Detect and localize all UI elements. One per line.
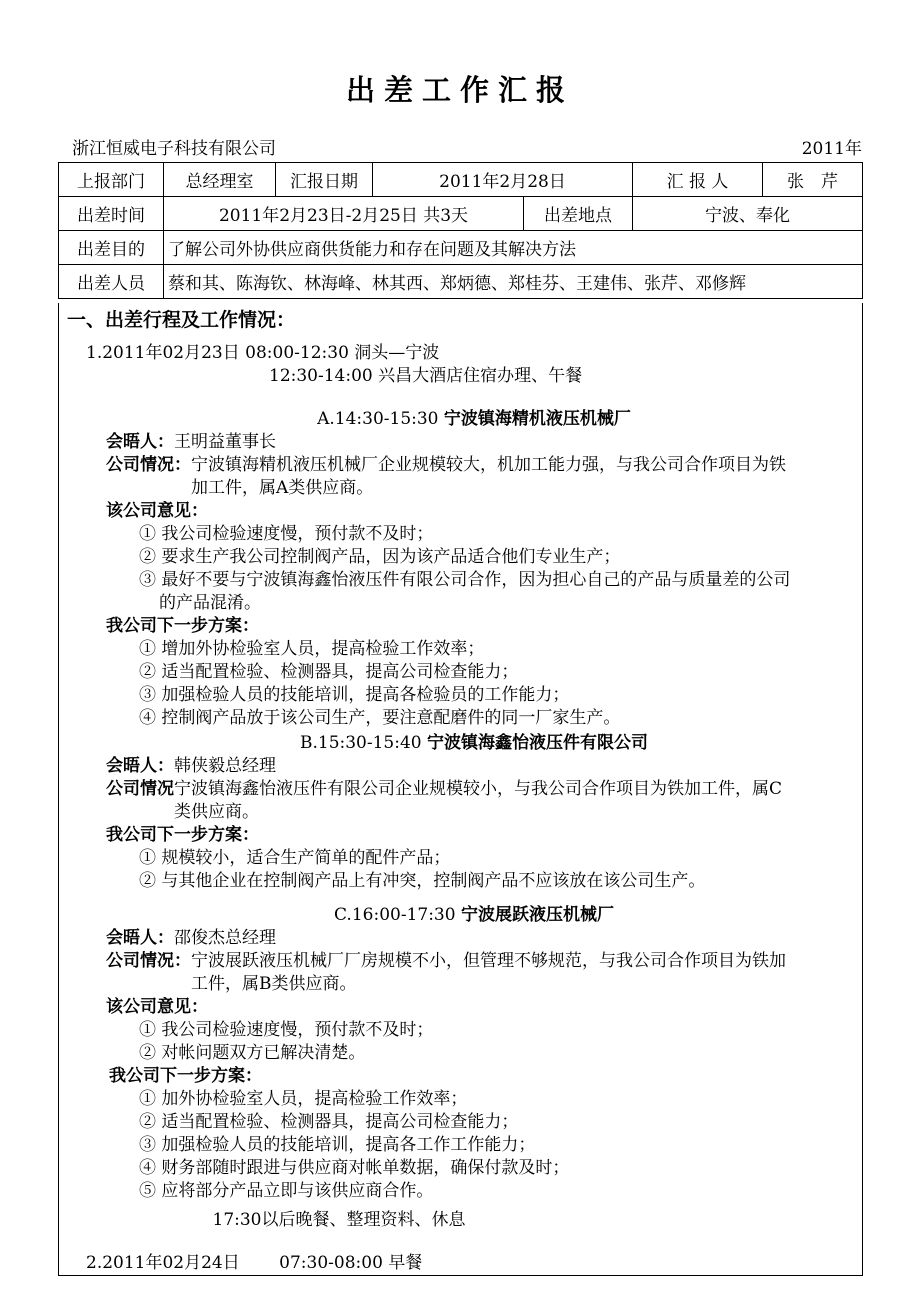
day-date: 1.2011年02月23日 — [86, 343, 246, 363]
plan-text: ③ 加强检验人员的技能培训，提高各工作工作能力； — [139, 1135, 536, 1155]
place-value: 宁波、奉化 — [633, 197, 863, 231]
plan-label-text: 我公司下一步方案： — [106, 616, 259, 636]
purpose-value: 了解公司外协供应商供货能力和存在问题及其解决方法 — [164, 231, 863, 265]
reporter-value: 张 芹 — [763, 163, 863, 197]
situation-text: 类供应商。 — [174, 802, 259, 822]
opinion-label-text: 该公司意见： — [106, 501, 208, 521]
plan-text: ④ 控制阀产品放于该公司生产，要注意配磨件的同一厂家生产。 — [139, 708, 621, 728]
visit-time: C.16:00-17:30 — [334, 905, 461, 925]
plan-label — [106, 824, 259, 847]
situation-label: 公司情况 — [106, 779, 174, 799]
dept-value: 总经理室 — [164, 163, 276, 197]
situation-text: 加工件，属A类供应商。 — [191, 478, 374, 498]
plan-item — [139, 1157, 569, 1180]
situation-text: 工件，属B类供应商。 — [191, 974, 357, 994]
opinion-text: ③ 最好不要与宁波镇海鑫怡液压件有限公司合作，因为担心自己的产品与质量差的公司 — [139, 570, 791, 590]
contact-value: 邵俊杰总经理 — [174, 928, 276, 948]
opinion-label — [106, 996, 208, 1019]
day-2-schedule — [86, 1252, 422, 1275]
day-date: 2.2011年02月24日 — [86, 1253, 280, 1273]
plan-text: ② 与其他企业在控制阀产品上有冲突，控制阀产品不应该放在该公司生产。 — [139, 871, 706, 891]
visit-situation — [106, 950, 786, 973]
purpose-label: 出差目的 — [59, 231, 164, 265]
plan-item — [139, 1134, 535, 1157]
opinion-item — [139, 569, 790, 592]
visit-heading — [59, 408, 889, 431]
place-label: 出差地点 — [524, 197, 633, 231]
plan-label — [109, 1065, 262, 1088]
opinion-label — [106, 500, 208, 523]
info-table — [58, 162, 863, 299]
visit-situation — [106, 801, 259, 824]
staff-label: 出差人员 — [59, 265, 164, 299]
plan-item — [139, 1180, 433, 1203]
contact-label: 会晤人： — [106, 928, 174, 948]
visit-contact — [106, 927, 276, 950]
plan-item — [139, 638, 484, 661]
plan-item — [139, 707, 620, 730]
visit-heading — [59, 904, 889, 927]
plan-text: ④ 财务部随时跟进与供应商对帐单数据，确保付款及时； — [139, 1158, 570, 1178]
visit-time: B.15:30-15:40 — [299, 733, 428, 753]
plan-text: ① 增加外协检验室人员，提高检验工作效率； — [139, 639, 485, 659]
contact-value: 韩侠毅总经理 — [174, 756, 276, 776]
visit-heading — [59, 732, 889, 755]
opinion-text: ① 我公司检验速度慢，预付款不及时； — [139, 1020, 434, 1040]
contact-label: 会晤人： — [106, 756, 174, 776]
visit-time: A.14:30-15:30 — [317, 409, 444, 429]
opinion-label-text: 该公司意见： — [106, 997, 208, 1017]
opinion-text: ② 要求生产我公司控制阀产品，因为该产品适合他们专业生产； — [139, 547, 621, 567]
plan-item — [139, 1111, 518, 1134]
visit-contact — [106, 755, 276, 778]
contact-label: 会晤人： — [106, 432, 174, 452]
plan-label — [106, 615, 259, 638]
visit-company: 宁波镇海鑫怡液压件有限公司 — [427, 733, 649, 753]
situation-label: 公司情况： — [106, 951, 191, 971]
opinion-item — [159, 592, 261, 615]
opinion-item — [139, 546, 620, 569]
schedule-item: 08:00-12:30 洞头—宁波 — [245, 343, 440, 363]
opinion-item — [139, 1042, 365, 1065]
plan-label-text: 我公司下一步方案： — [109, 1066, 262, 1086]
report-body — [58, 303, 863, 1276]
visit-situation — [106, 477, 373, 500]
opinion-text: ① 我公司检验速度慢，预付款不及时； — [139, 524, 434, 544]
opinion-item — [139, 1019, 433, 1042]
company-name: 浙江恒威电子科技有限公司 — [72, 139, 276, 159]
plan-item — [139, 847, 450, 870]
section-heading — [67, 309, 295, 332]
visit-contact — [106, 431, 276, 454]
contact-value: 王明益董事长 — [174, 432, 276, 452]
page-title: 出差工作汇报 — [345, 73, 574, 107]
staff-value: 蔡和其、陈海钦、林海峰、林其西、郑炳德、郑桂芬、王建伟、张芹、邓修辉 — [164, 265, 863, 299]
plan-item — [139, 684, 569, 707]
date-label: 汇报日期 — [276, 163, 373, 197]
plan-item — [139, 1088, 467, 1111]
time-label: 出差时间 — [59, 197, 164, 231]
visit-company: 宁波镇海精机液压机械厂 — [443, 409, 631, 429]
time-value: 2011年2月23日-2月25日 共3天 — [164, 197, 524, 231]
opinion-text: ② 对帐问题双方已解决清楚。 — [139, 1043, 366, 1063]
schedule-item: 07:30-08:00 早餐 — [279, 1253, 423, 1273]
reporter-label: 汇 报 人 — [633, 163, 763, 197]
plan-item — [139, 870, 705, 893]
report-year: 2011年 — [801, 139, 862, 159]
section-heading-text: 一、出差行程及工作情况： — [67, 309, 296, 331]
situation-text: 宁波镇海精机液压机械厂企业规模较大，机加工能力强，与我公司合作项目为铁 — [191, 455, 786, 475]
plan-text: ① 规模较小，适合生产简单的配件产品； — [139, 848, 451, 868]
situation-text: 宁波镇海鑫怡液压件有限公司企业规模较小，与我公司合作项目为铁加工件，属C — [174, 779, 783, 799]
dept-label: 上报部门 — [59, 163, 164, 197]
evening-schedule — [59, 1209, 619, 1232]
plan-text: ⑤ 应将部分产品立即与该供应商合作。 — [139, 1181, 434, 1201]
schedule-item: 12:30-14:00 兴昌大酒店住宿办理、午餐 — [269, 366, 583, 386]
plan-text: ② 适当配置检验、检测器具，提高公司检查能力； — [139, 662, 519, 682]
plan-text: ② 适当配置检验、检测器具，提高公司检查能力； — [139, 1112, 519, 1132]
opinion-text: 的产品混淆。 — [159, 593, 261, 613]
plan-item — [139, 661, 518, 684]
visit-situation — [106, 778, 782, 801]
visit-situation — [106, 454, 786, 477]
plan-label-text: 我公司下一步方案： — [106, 825, 259, 845]
date-value: 2011年2月28日 — [373, 163, 633, 197]
situation-label: 公司情况： — [106, 455, 191, 475]
day-1-schedule — [269, 365, 582, 388]
plan-text: ③ 加强检验人员的技能培训，提高各检验员的工作能力； — [139, 685, 570, 705]
visit-situation — [106, 973, 357, 996]
evening-text: 17:30以后晚餐、整理资料、休息 — [212, 1210, 466, 1230]
plan-text: ① 加外协检验室人员，提高检验工作效率； — [139, 1089, 468, 1109]
opinion-item — [139, 523, 433, 546]
day-1-schedule — [86, 342, 439, 365]
situation-text: 宁波展跃液压机械厂厂房规模不小，但管理不够规范，与我公司合作项目为铁加 — [191, 951, 786, 971]
visit-company: 宁波展跃液压机械厂 — [460, 905, 614, 925]
